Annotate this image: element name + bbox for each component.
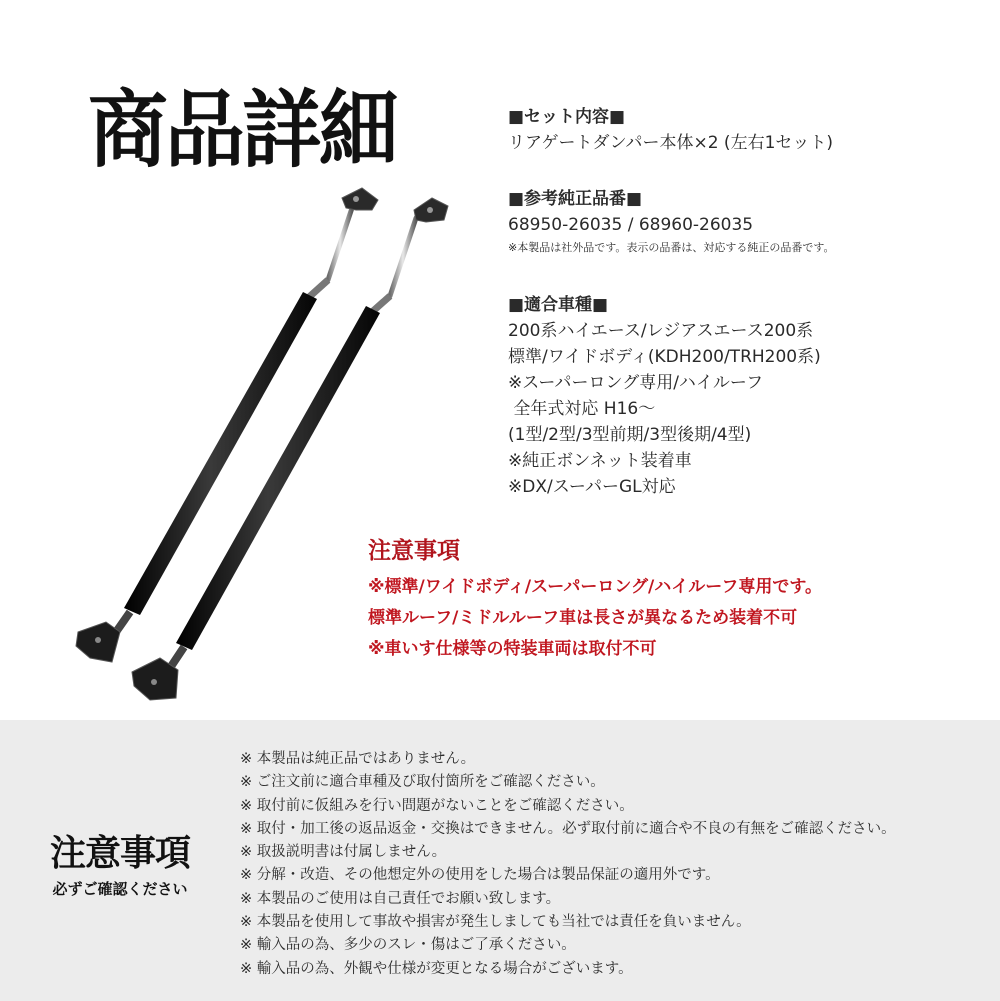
compat-line: ※純正ボンネット装着車 xyxy=(508,451,692,471)
set-contents-section xyxy=(508,104,988,156)
notice-item: ※ 取扱説明書は付属しません。 xyxy=(240,844,447,861)
notice-item: ※ 輸入品の為、多少のスレ・傷はご了承ください。 xyxy=(240,937,576,954)
compat-line: 全年式対応 H16～ xyxy=(508,399,656,419)
caution-block xyxy=(368,536,822,665)
notice-item: ※ 輸入品の為、外観や仕様が変更となる場合がございます。 xyxy=(240,960,633,977)
caution-line: ※標準/ワイドボディ/スーパーロング/ハイルーフ専用です。 xyxy=(368,577,823,597)
product-info xyxy=(508,104,988,500)
notice-item: ※ 本製品を使用して事故や損害が発生しましても当社では責任を負いません。 xyxy=(240,914,751,931)
compat-line: ※DX/スーパーGL対応 xyxy=(508,477,676,497)
part-numbers-line: 68950-26035 / 68960-26035 xyxy=(508,215,754,235)
part-numbers-heading: ■参考純正品番■ xyxy=(508,189,643,209)
notice-item: ※ 分解・改造、その他想定外の使用をした場合は製品保証の適用外です。 xyxy=(240,867,720,884)
part-numbers-section xyxy=(508,186,988,258)
page-title: 商品詳細 xyxy=(88,81,396,179)
notice-item: ※ 取付・加工後の返品返金・交換はできません。必ず取付前に適合や不良の有無をご確認ください。 xyxy=(240,820,896,837)
notice-item: ※ 本製品は純正品ではありません。 xyxy=(240,751,476,767)
caution-line: 標準ルーフ/ミドルルーフ車は長さが異なるため装着不可 xyxy=(368,608,798,628)
left-strut xyxy=(76,188,378,662)
caution-heading: 注意事項 xyxy=(368,538,460,564)
compat-line: 標準/ワイドボディ(KDH200/TRH200系) xyxy=(508,347,821,367)
set-contents-heading: ■セット内容■ xyxy=(508,107,626,127)
notice-panel xyxy=(0,720,1000,1001)
notice-list xyxy=(240,748,896,981)
notice-subtitle: 必ずご確認ください xyxy=(52,880,188,898)
compat-line: (1型/2型/3型前期/3型後期/4型) xyxy=(508,425,752,445)
caution-line: ※車いす仕様等の特装車両は取付不可 xyxy=(368,639,657,659)
notice-item: ※ ご注文前に適合車種及び取付箇所をご確認ください。 xyxy=(240,774,605,791)
notice-item: ※ 本製品のご使用は自己責任でお願い致します。 xyxy=(240,890,561,907)
notice-title-block xyxy=(50,832,190,900)
compat-line: 200系ハイエース/レジアスエース200系 xyxy=(508,321,814,341)
compat-line: ※スーパーロング専用/ハイルーフ xyxy=(508,373,764,393)
part-numbers-note: ※本製品は社外品です。表示の品番は、対応する純正の品番です。 xyxy=(508,241,835,254)
notice-title: 注意事項 xyxy=(50,833,191,874)
notice-item: ※ 取付前に仮組みを行い問題がないことをご確認ください。 xyxy=(240,797,634,814)
compatible-vehicles-section xyxy=(508,292,988,500)
set-contents-line: リアゲートダンパー本体×2 (左右1セット) xyxy=(508,133,834,153)
compatible-vehicles-heading: ■適合車種■ xyxy=(508,295,609,315)
